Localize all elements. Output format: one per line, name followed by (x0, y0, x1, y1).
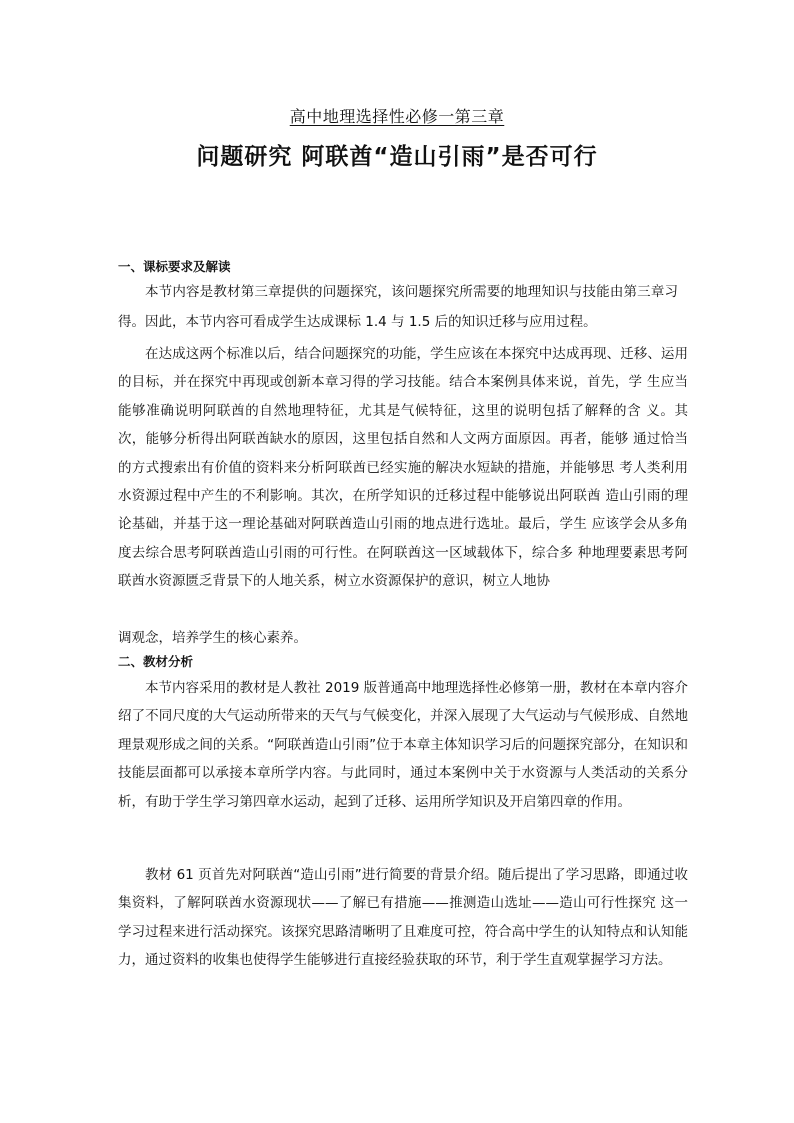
document-title: 问题研究 阿联酋“造山引雨”是否可行 (196, 144, 598, 170)
paragraph: 在达成这两个标准以后，结合问题探究的功能，学生应该在本探究中达成再现、迁移、运用的目标，并在探究中再现或创新本章习得的学习技能。结合本案例具体来说，首先，学 生应当能够准确说明阿联酋的自然地理特征，尤其是气候特征，这里的说明包括了解释的含 义。其次，能够分析得出阿联酋缺水的原因，这里包括自然和人文两方面原因。再者，能够 通过恰当的方式搜索出有价值的资料来分析阿联酋已经实施的解决水短缺的措施，并能够思 考人类利用水资源过程中产生的不利影响。其次，在所学知识的迁移过程中能够说出阿联酋 造山引雨的理论基础，并基于这一理论基础对阿联酋造山引雨的地点进行选址。最后，学生 应该学会从多角度去综合思考阿联酋造山引雨的可行性。在阿联酋这一区域载体下，综合多 种地理要素思考阿联酋水资源匮乏背景下的人地关系，树立水资源保护的意识，树立人地协 (118, 346, 688, 590)
section-heading-curriculum: 一、课标要求及解读 (118, 259, 231, 274)
paragraph-continuation: 调观念，培养学生的核心素养。 (118, 630, 307, 646)
section-heading-textbook: 二、教材分析 (118, 654, 194, 669)
paragraph: 本节内容采用的教材是人教社 2019 版普通高中地理选择性必修第一册，教材在本章内容介绍了不同尺度的大气运动所带来的天气与气候变化，并深入展现了大气运动与气候形成、自然地理景观形成之间的关系。“阿联酋造山引雨”位于本章主体知识学习后的问题探究部分，在知识和技能层面都可以承接本章所学内容。与此同时，通过本案例中关于水资源与人类活动的关系分析，有助于学生学习第四章水运动，起到了迁移、运用所学知识及开启第四章的作用。 (118, 680, 688, 810)
paragraph: 本节内容是教材第三章提供的问题探究，该问题探究所需要的地理知识与技能由第三章习得。因此，本节内容可看成学生达成课标 1.4 与 1.5 后的知识迁移与应用过程。 (118, 284, 678, 330)
paragraph: 教材 61 页首先对阿联酋“造山引雨”进行简要的背景介绍。随后提出了学习思路，即通过收集资料，了解阿联酋水资源现状——了解已有措施——推测造山选址——造山可行性探究 这一学习过程来进行活动探究。该探究思路清晰明了且难度可控，符合高中学生的认知特点和认知能力，通过资料的收集也使得学生能够进行直接经验获取的环节，利于学生直观掌握学习方法。 (118, 867, 688, 969)
document-subtitle: 高中地理选择性必修一第三章 (289, 107, 505, 126)
